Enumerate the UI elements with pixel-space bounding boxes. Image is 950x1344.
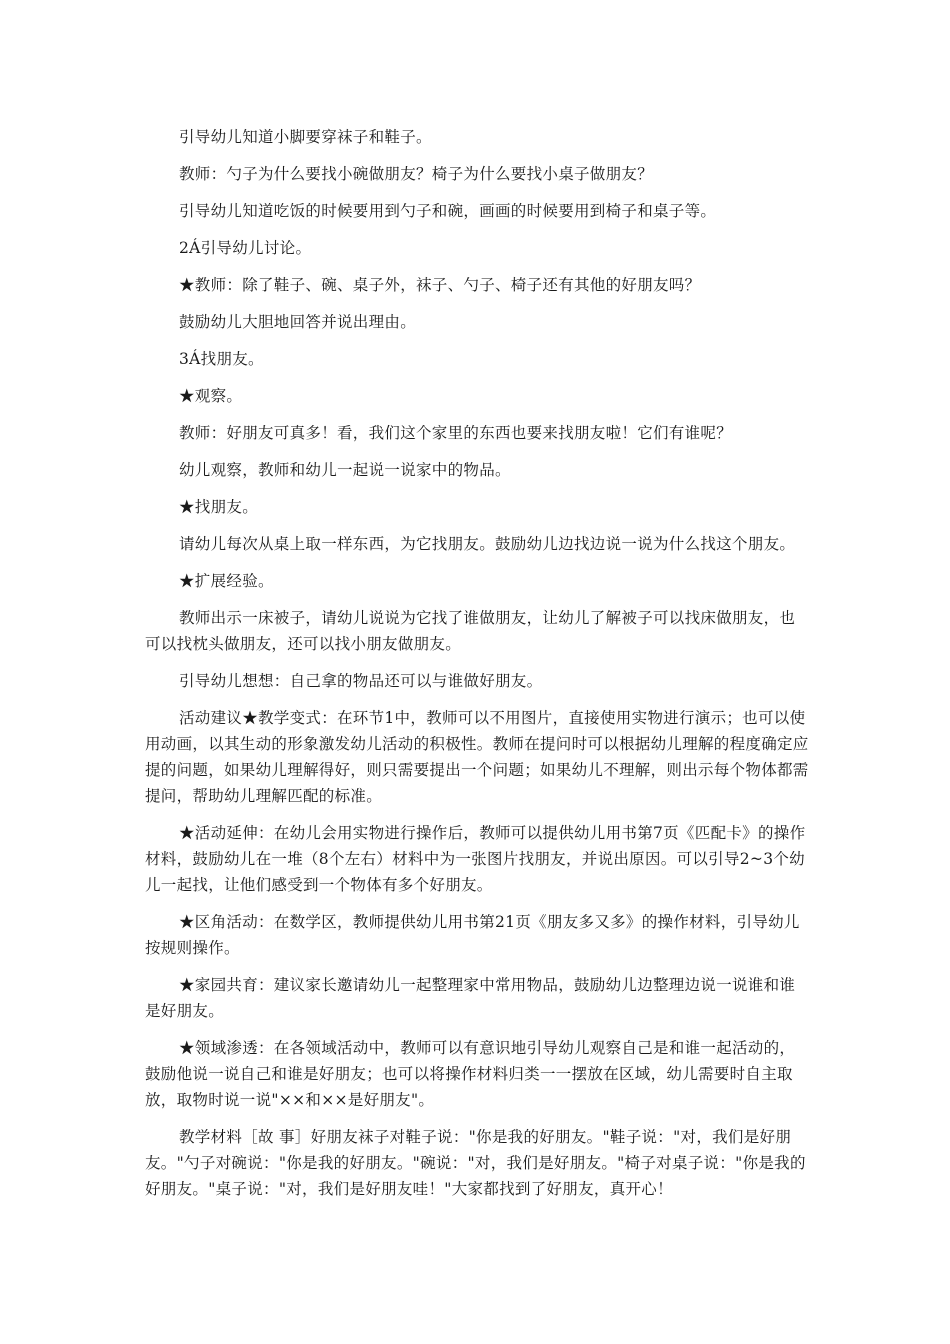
paragraph-15: 引导幼儿想想：自己拿的物品还可以与谁做好朋友。 (179, 672, 543, 690)
paragraph-7: 3Á找朋友。 (179, 350, 264, 368)
paragraph-11: ★找朋友。 (179, 498, 259, 516)
paragraph-5: ★教师：除了鞋子、碗、桌子外，袜子、勺子、椅子还有其他的好朋友吗？ (179, 276, 701, 294)
paragraph-13: ★扩展经验。 (179, 572, 274, 590)
paragraph-16: 活动建议★教学变式：在环节1中，教师可以不用图片，直接使用实物进行演示；也可以使用动画，以其生动的形象激发幼儿活动的积极性。教师在提问时可以根据幼儿理解的程度确定应提的问题，如果幼儿理解得好，则只需要提出一个问题；如果幼儿不理解，则出示每个物体都需提问，帮助幼儿理解匹配的标准。 (145, 709, 809, 805)
paragraph-8: ★观察。 (179, 387, 243, 405)
paragraph-17: ★活动延伸：在幼儿会用实物进行操作后，教师可以提供幼儿用书第7页《匹配卡》的操作材料，鼓励幼儿在一堆（8个左右）材料中为一张图片找朋友，并说出原因。可以引导2~3个幼儿一起找，让他们感受到一个物体有多个好朋友。 (145, 824, 806, 894)
paragraph-9: 教师：好朋友可真多！看，我们这个家里的东西也要来找朋友啦！它们有谁呢？ (179, 424, 733, 442)
paragraph-18: ★区角活动：在数学区，教师提供幼儿用书第21页《朋友多又多》的操作材料，引导幼儿按规则操作。 (145, 913, 800, 957)
paragraph-14: 教师出示一床被子，请幼儿说说为它找了谁做朋友，让幼儿了解被子可以找床做朋友，也可以找枕头做朋友，还可以找小朋友做朋友。 (145, 609, 796, 653)
paragraph-19: ★家园共育：建议家长邀请幼儿一起整理家中常用物品，鼓励幼儿边整理边说一说谁和谁是好朋友。 (145, 976, 796, 1020)
paragraph-6: 鼓励幼儿大胆地回答并说出理由。 (179, 313, 417, 331)
paragraph-20: ★领域渗透：在各领域活动中，教师可以有意识地引导幼儿观察自己是和谁一起活动的，鼓励他说一说自己和谁是好朋友；也可以将操作材料归类一一摆放在区域，幼儿需要时自主取放，取物时说一说"××和××是好朋友"。 (145, 1039, 796, 1109)
paragraph-21: 教学材料［故 事］好朋友袜子对鞋子说："你是我的好朋友。"鞋子说："对，我们是好朋友。"勺子对碗说："你是我的好朋友。"碗说："对，我们是好朋友。"椅子对桌子说："你是我的好朋友。"桌子说："对，我们是好朋友哇！"大家都找到了好朋友，真开心！ (145, 1128, 806, 1198)
paragraph-12: 请幼儿每次从桌上取一样东西，为它找朋友。鼓励幼儿边找边说一说为什么找这个朋友。 (179, 535, 796, 553)
document-body (145, 124, 810, 1213)
paragraph-4: 2Á引导幼儿讨论。 (179, 239, 312, 257)
paragraph-2: 教师：勺子为什么要找小碗做朋友？椅子为什么要找小桌子做朋友？ (179, 165, 654, 183)
paragraph-3: 引导幼儿知道吃饭的时候要用到勺子和碗，画画的时候要用到椅子和桌子等。 (179, 202, 717, 220)
paragraph-1: 引导幼儿知道小脚要穿袜子和鞋子。 (179, 128, 432, 146)
paragraph-10: 幼儿观察，教师和幼儿一起说一说家中的物品。 (179, 461, 511, 479)
